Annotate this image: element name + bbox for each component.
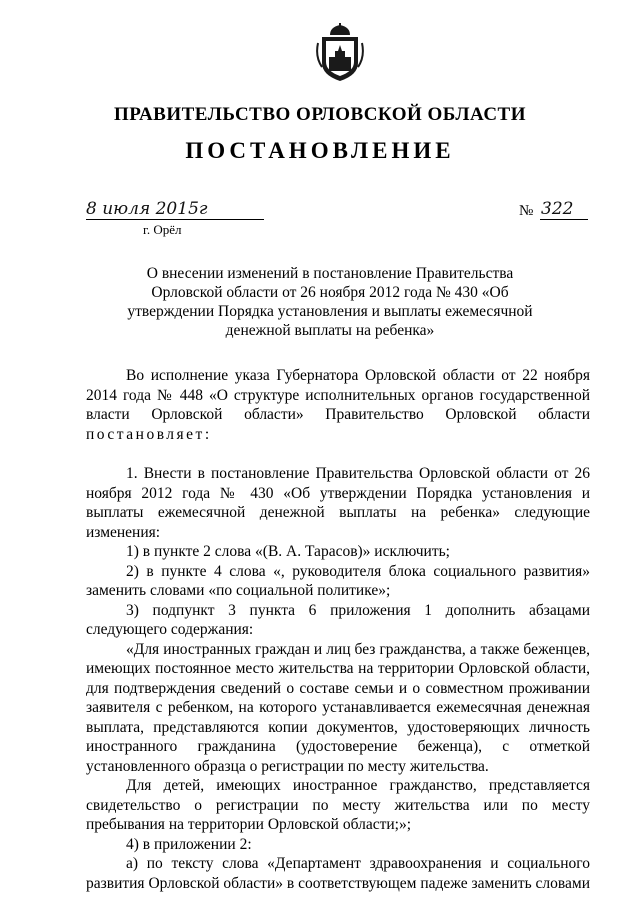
body-paragraph: а) по тексту слова «Департамент здравоохранения и социального развития Орловской области» в соответствующем падеже заменить словами [86, 855, 591, 892]
document-type-title: ПОСТАНОВЛЕНИЕ [185, 138, 455, 163]
document-body [86, 366, 590, 893]
coat-of-arms-icon [314, 23, 366, 83]
date-underline [86, 219, 264, 220]
preamble-paragraph [86, 366, 590, 444]
body-paragraph: 1. Внести в постановление Правительства Орловской области от 26 ноября 2012 года № 430 «Об утверждении Порядка установления и выплаты ежемесячной денежной выплаты на ребенка» следующие изменения: [86, 465, 590, 541]
number-label: № [519, 203, 534, 219]
handwritten-date: 8 июля 2015г [86, 199, 208, 219]
number-underline [540, 219, 588, 220]
preamble-text: Во исполнение указа Губернатора Орловской области от 22 ноября 2014 года № 448 «О структуре исполнительных органов государственной власти Орловской области» Правительство Орловской области [86, 367, 590, 423]
body-paragraph: Для детей, имеющих иностранное гражданство, представляется свидетельство о регистрации по месту жительства или по месту пребывания на территории Орловской области;»; [86, 777, 590, 833]
body-paragraph: 2) в пункте 4 слова «, руководителя блока социального развития» заменить словами «по социальной политике»; [86, 562, 590, 599]
body-paragraph: «Для иностранных граждан и лиц без гражданства, а также беженцев, имеющих постоянное место жительства на территории Орловской области, для подтверждения сведений о составе семьи и о совместном проживании заявителя с ребенком, на которого устанавливается ежемесячная денежная выплата, представляются копии документов, удостоверяющих личность иностранного гражданина (удостоверение беженца), с отметкой установленного образца о регистрации по месту жительства. [86, 640, 590, 775]
preamble-verb: постановляет: [86, 425, 212, 443]
body-paragraph: 3) подпункт 3 пункта 6 приложения 1 дополнить абзацами следующего содержания: [86, 601, 590, 638]
document-subject: О внесении изменений в постановление Правительства Орловской области от 26 ноября 2012 года № 430 «Об утверждении Порядка установления и выплаты ежемесячной денежной выплаты на ребенка» [127, 265, 533, 339]
government-title: ПРАВИТЕЛЬСТВО ОРЛОВСКОЙ ОБЛАСТИ [113, 104, 526, 125]
body-paragraph: 1) в пункте 2 слова «(В. А. Тарасов)» исключить; [126, 543, 450, 560]
body-paragraph: 4) в приложении 2: [126, 835, 252, 853]
city-label: г. Орёл [143, 222, 182, 237]
handwritten-number: 322 [541, 199, 574, 219]
